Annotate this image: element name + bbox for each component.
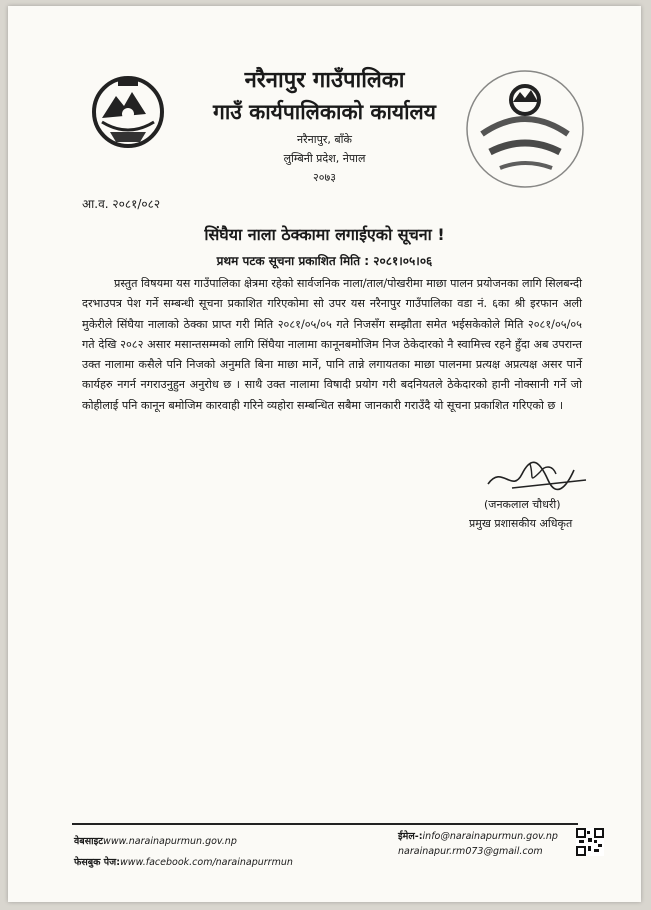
- footer-email2: [398, 846, 543, 857]
- address-line2: लुम्बिनी प्रदेश, नेपाल: [283, 152, 366, 165]
- signer-name: (जनकलाल चौधरी): [484, 498, 561, 511]
- notice-body: प्रस्तुत विषयमा यस गाउँपालिका क्षेत्रमा रहेको सार्वजनिक नाला/ताल/पोखरीमा माछा पालन प्रयोजनका लागि सिलबन्दी दरभाउपत्र पेश गर्ने सम्बन्धी सूचना प्रकाशित गरिएकोमा सो उपर यस नरैनापुर गाउँपालिका वडा नं. ६का श्री इरफान अली मुकेरीले सिंघैया नालाको ठेक्का प्राप्त गरी मिति २०८१/०५/०५ गते निजसँग सम्झौता समेत भईसकेकोले मिति २०८१/०५/०५ गते देखि २०८२ असार मसान्तसम्मको लागि सिंघैया नालामा कानूनबमोजिम निज ठेकेदारको नै स्वामित्त्व रहने हुँदा अब उपरान्त उक्त नालामा कसैले पनि निजको अनुमति बिना माछा मार्ने, पानि तान्ने लगायतका माछा पालनमा प्रत्यक्ष अप्रत्यक्ष असर पार्ने कार्यहरु नगर्न नगराउनुहुन अनुरोध छ । साथै उक्त नालामा विषादी प्रयोग गरी बदनियतले ठेकेदारको हानी नोक्सानी गर्ने जो कोहीलाई पनि कानून बमोजिम कारवाही गरिने व्यहोरा सम्बन्धित सबैमा जानकारी गराउँदै यो सूचना प्रकाशित गरिएको छ ।: [82, 277, 582, 412]
- notice-title: सिंघैया नाला ठेक्कामा लगाईएको सूचना !: [204, 225, 445, 244]
- email2-link[interactable]: narainapur.rm073@gmail.com: [398, 846, 543, 857]
- email-link[interactable]: info@narainapurmun.gov.np: [422, 831, 558, 842]
- facebook-label: फेसबुक पेज:: [74, 857, 121, 868]
- signer-title: प्रमुख प्रशासकीय अधिकृत: [469, 517, 573, 530]
- website-label: वेबसाइट: [74, 836, 104, 847]
- qr-code-icon: [576, 828, 604, 856]
- footer-website: [74, 834, 237, 847]
- notice-published-date: प्रथम पटक सूचना प्रकाशित मिति : २०८१।०५।०६: [216, 254, 433, 268]
- email-label: ईमेल-:: [398, 831, 423, 842]
- fiscal-year-reference: आ.व. २०८१/०८२: [82, 197, 161, 211]
- website-link[interactable]: www.narainapurmun.gov.np: [103, 836, 237, 847]
- notice-document: [8, 6, 641, 902]
- signature-icon: [482, 454, 592, 500]
- footer-email: [398, 829, 558, 842]
- office-stamp-icon: [460, 64, 590, 194]
- address-line1: नरैनापुर, बाँके: [297, 133, 352, 146]
- office-title-line2: गाउँ कार्यपालिकाको कार्यालय: [213, 100, 436, 124]
- office-title-line1: नरैनापुर गाउँपालिका: [244, 68, 405, 93]
- footer-divider: [72, 823, 578, 825]
- facebook-link[interactable]: www.facebook.com/narainapurrmun: [120, 857, 293, 868]
- footer-facebook: [74, 855, 293, 868]
- address-line3: २०७३: [313, 171, 336, 184]
